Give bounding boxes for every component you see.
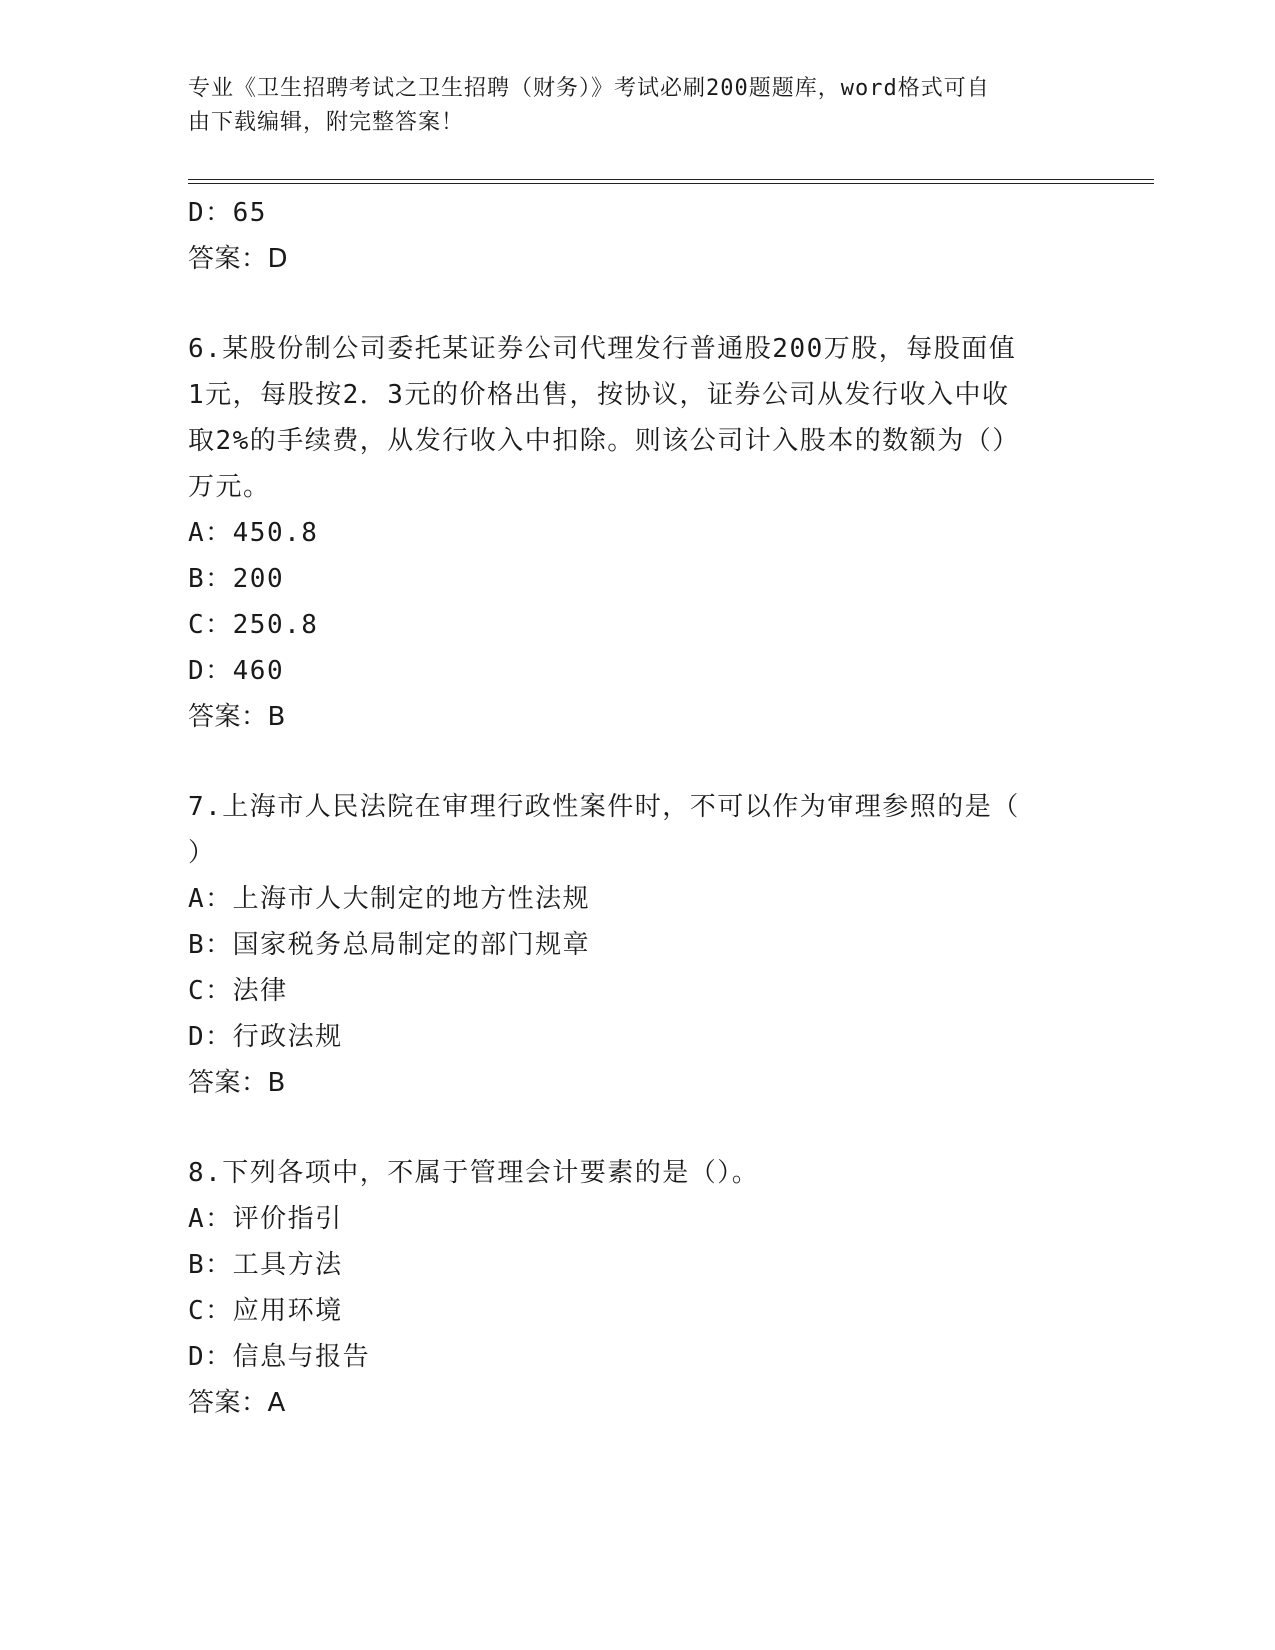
question-6-option-b: B：200 <box>188 564 285 594</box>
question-stem-line: 取2%的手续费，从发行收入中扣除。则该公司计入股本的数额为（） <box>188 426 1020 456</box>
question-stem-line: 7.上海市人民法院在审理行政性案件时，不可以作为审理参照的是（ <box>188 792 1020 822</box>
question-8-stem <box>188 1150 1068 1196</box>
question-stem-line: 6.某股份制公司委托某证券公司代理发行普通股200万股，每股面值 <box>188 334 1017 364</box>
header-divider-bottom <box>188 183 1154 184</box>
question-7 <box>188 784 1088 1106</box>
header-line-1: 专业《卫生招聘考试之卫生招聘（财务）》考试必刷200题题库，word格式可自 <box>188 76 990 101</box>
question-7-option-b: B：国家税务总局制定的部门规章 <box>188 930 591 960</box>
question-8-answer: 答案：A <box>188 1388 286 1418</box>
document-header <box>188 72 1068 140</box>
question-content <box>188 190 1088 1426</box>
prev-option-d: D：65 <box>188 198 267 228</box>
question-8-option-d: D：信息与报告 <box>188 1342 371 1372</box>
header-divider-top <box>188 179 1154 180</box>
question-7-option-c: C：法律 <box>188 976 288 1006</box>
question-stem-line: 8.下列各项中，不属于管理会计要素的是（）。 <box>188 1158 760 1188</box>
question-6-option-a: A：450.8 <box>188 518 319 548</box>
question-stem-line: 万元。 <box>188 472 271 502</box>
spacer <box>188 282 1088 326</box>
question-8-option-b: B：工具方法 <box>188 1250 343 1280</box>
question-7-stem <box>188 784 1068 876</box>
question-8 <box>188 1150 1088 1426</box>
question-6-stem <box>188 326 1068 510</box>
spacer <box>188 740 1088 784</box>
question-7-option-a: A：上海市人大制定的地方性法规 <box>188 884 591 914</box>
prev-answer: 答案：D <box>188 244 289 274</box>
question-stem-line: 1元，每股按2．3元的价格出售，按协议，证券公司从发行收入中收 <box>188 380 1010 410</box>
question-7-option-d: D：行政法规 <box>188 1022 343 1052</box>
question-6-option-d: D：460 <box>188 656 285 686</box>
question-6-answer: 答案：B <box>188 702 286 732</box>
header-line-2: 由下载编辑，附完整答案！ <box>188 110 465 135</box>
question-8-option-c: C：应用环境 <box>188 1296 343 1326</box>
question-7-answer: 答案：B <box>188 1068 286 1098</box>
question-stem-line: ） <box>188 838 216 868</box>
spacer <box>188 1106 1088 1150</box>
question-6 <box>188 326 1088 740</box>
question-6-option-c: C：250.8 <box>188 610 319 640</box>
question-8-option-a: A：评价指引 <box>188 1204 343 1234</box>
